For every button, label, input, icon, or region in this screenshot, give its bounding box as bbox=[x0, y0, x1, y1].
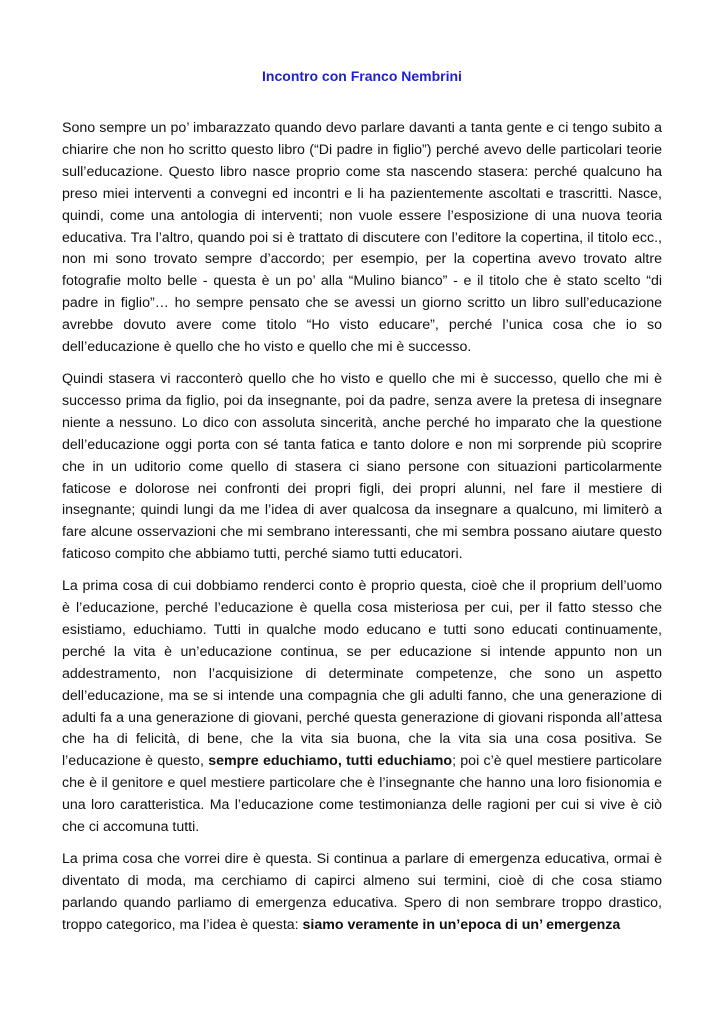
document-body bbox=[62, 118, 662, 947]
text-run: La prima cosa che vorrei dire è questa. Si continua a parlare di emergenza educativa, ormai è diventato di moda, ma cerchiamo di capirci almeno sui termini, cioè di che cosa stiamo parlando quando parliamo di emergenza educativa. Spero di non sembrare troppo drastico, troppo categorico, ma l’idea è questa: bbox=[62, 851, 662, 933]
bold-text-run: sempre educhiamo, tutti educhiamo bbox=[208, 753, 453, 770]
text-run: ; poi c’è quel mestiere particolare che è il genitore e quel mestiere particolare che è l’insegnante che hanno una loro fisionomia e una loro caratteristica. Ma l’educazione come testimonianza delle ragioni per cui si vive è ciò che ci accomuna tutti. bbox=[62, 753, 663, 836]
paragraph bbox=[62, 118, 662, 359]
text-run: Quindi stasera vi racconterò quello che ho visto e quello che mi è successo, quello che mi è successo prima da figlio, poi da insegnante, poi da padre, senza avere la pretesa di insegnare niente a nessuno. Lo dico con assoluta sincerità, anche perché ho imparato che la questione dell’educazione oggi porta con sé tanta fatica e tanto dolore e non mi sorprende più scoprire che in un uditorio come quello di stasera ci siano persone con situazioni particolarmente faticose e dolorose nei confronti dei propri figli, dei propri alunni, nel fare il mestiere di insegnante; quindi lungi da me l’idea di aver qualcosa da insegnare a qualcuno, mi limiterò a fare alcune osservazioni che mi sembrano interessanti, che mi sembra possano aiutare questo faticoso compito che abbiamo tutti, perché siamo tutti educatori. bbox=[62, 370, 662, 563]
document-title: Incontro con Franco Nembrini bbox=[262, 68, 462, 84]
paragraph bbox=[62, 849, 662, 937]
bold-text-run: siamo veramente in un’epoca di un’ emergenza bbox=[302, 916, 621, 933]
paragraph bbox=[62, 576, 662, 839]
text-run: Sono sempre un po’ imbarazzato quando devo parlare davanti a tanta gente e ci tengo subito a chiarire che non ho scritto questo libro (“Di padre in figlio”) perché avevo delle particolari teorie sull’educazione. Questo libro nasce proprio come sta nascendo stasera: perché qualcuno ha preso miei interventi a convegni ed incontri e li ha pazientemente ascoltati e trascritti. Nasce, quindi, come una antologia di interventi; non vuole essere l’esposizione di una nuova teoria educativa. Tra l’altro, quando poi si è trattato di discutere con l’editore la copertina, il titolo ecc., non mi sono trovato sempre d’accordo; per esempio, per la copertina avevo trovato altre fotografie molto belle - questa è un po’ alla “Mulino bianco” - e il titolo che è stato scelto “di padre in figlio”… ho sempre pensato che se avessi un giorno scritto un libro sull’educazione avrebbe dovuto avere come titolo “Ho visto educare”, perché l’unica cosa che io so dell’educazione è quello che ho visto e quello che mi è successo. bbox=[62, 120, 662, 356]
text-run: La prima cosa di cui dobbiamo renderci conto è proprio questa, cioè che il proprium dell’uomo è l’educazione, perché l’educazione è quella cosa misteriosa per cui, per il fatto stesso che esistiamo, educhiamo. Tutti in qualche modo educano e tutti sono educati continuamente, perché la vita è un’educazione continua, se per educazione si intende appunto non un addestramento, non l’acquisizione di determinate competenze, che sono un aspetto dell’educazione, ma se si intende una compagnia che gli adulti fanno, che una generazione di adulti fa a una generazione di giovani, perché questa generazione di giovani risponda all’attesa che ha di felicità, di bene, che la vita sia buona, che la vita sia una cosa positiva. Se l’educazione è questo, bbox=[62, 578, 662, 770]
paragraph bbox=[62, 369, 662, 566]
